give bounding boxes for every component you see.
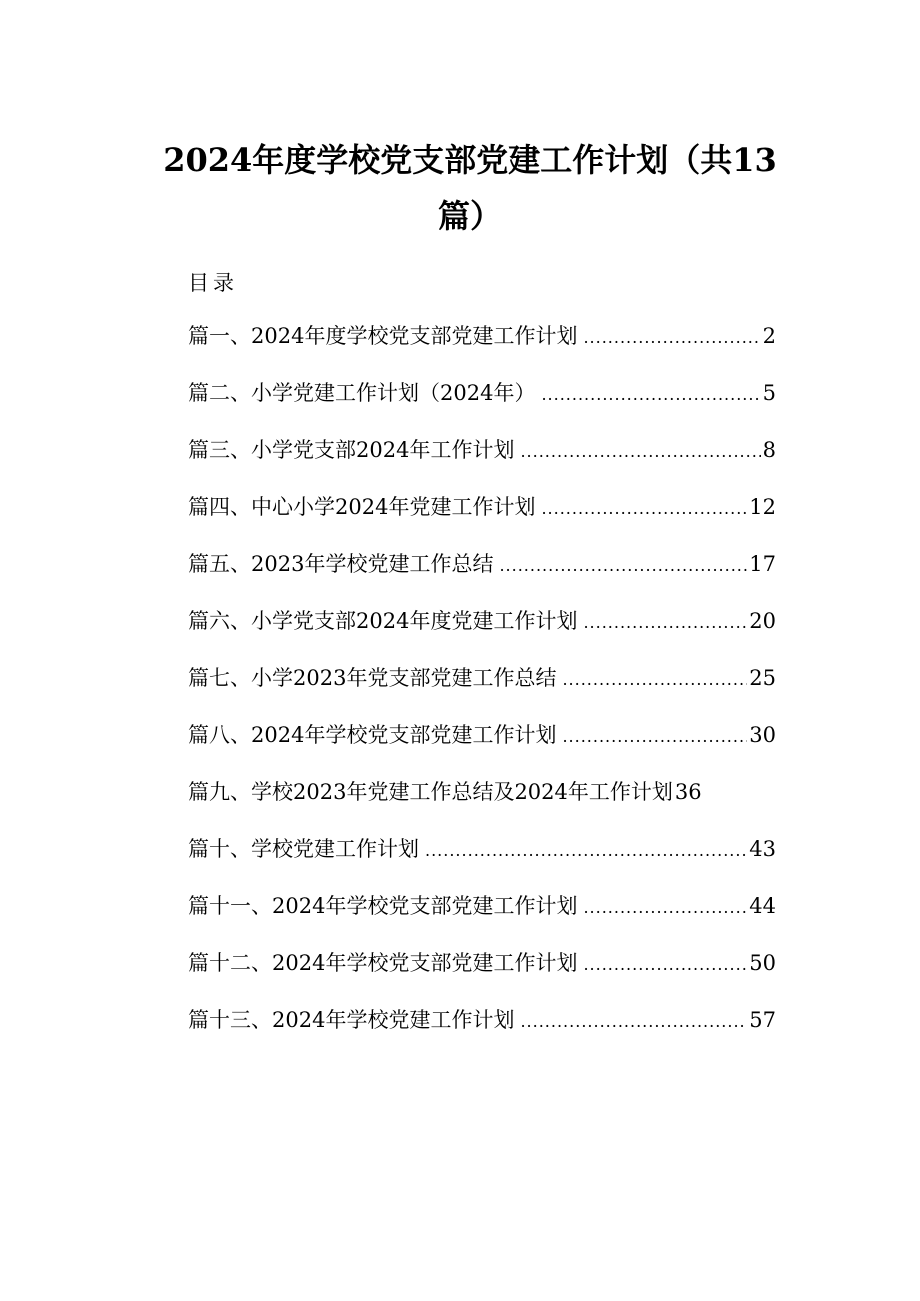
toc-leader-dots bbox=[583, 322, 760, 354]
document-title: 2024年度学校党支部党建工作计划（共13篇） bbox=[163, 141, 777, 235]
toc-entry-text: 篇七、小学2023年党支部党建工作总结 bbox=[188, 666, 557, 690]
toc-leader-dots bbox=[562, 664, 747, 696]
toc-entry-page: 17 bbox=[749, 552, 776, 576]
toc-entry[interactable] bbox=[188, 947, 776, 1004]
toc-leader-dots bbox=[583, 892, 747, 924]
toc-entry-text: 篇十二、2024年学校党支部党建工作计划 bbox=[188, 951, 578, 975]
table-of-contents bbox=[188, 320, 776, 1061]
toc-entry[interactable] bbox=[188, 434, 776, 491]
toc-entry-page: 50 bbox=[749, 951, 776, 975]
toc-entry-text: 篇十一、2024年学校党支部党建工作计划 bbox=[188, 894, 578, 918]
toc-entry-page: 43 bbox=[749, 837, 776, 861]
toc-entry[interactable] bbox=[188, 320, 776, 377]
toc-entry[interactable] bbox=[188, 833, 776, 890]
toc-entry[interactable] bbox=[188, 719, 776, 776]
toc-entry-text: 篇六、小学党支部2024年度党建工作计划 bbox=[188, 609, 578, 633]
toc-entry-text: 篇四、中心小学2024年党建工作计划 bbox=[188, 495, 536, 519]
toc-entry-page: 44 bbox=[749, 894, 776, 918]
toc-entry-page: 36 bbox=[674, 780, 702, 804]
toc-entry-page: 8 bbox=[762, 438, 776, 462]
toc-entry[interactable] bbox=[188, 890, 776, 947]
toc-entry-page: 2 bbox=[762, 324, 776, 348]
toc-entry-text: 篇三、小学党支部2024年工作计划 bbox=[188, 438, 515, 462]
toc-leader-dots bbox=[583, 949, 747, 981]
toc-entry-text: 篇五、2023年学校党建工作总结 bbox=[188, 552, 494, 576]
toc-entry-page: 30 bbox=[749, 723, 776, 747]
toc-leader-dots bbox=[520, 436, 760, 468]
toc-entry-page: 12 bbox=[749, 495, 776, 519]
toc-entry-text: 篇二、小学党建工作计划（2024年） bbox=[188, 381, 536, 405]
toc-entry-text: 篇十、学校党建工作计划 bbox=[188, 837, 419, 861]
toc-entry[interactable] bbox=[188, 1004, 776, 1061]
toc-entry[interactable] bbox=[188, 548, 776, 605]
toc-entry-page: 5 bbox=[762, 381, 776, 405]
toc-entry-page: 57 bbox=[749, 1008, 776, 1032]
toc-entry-text: 篇十三、2024年学校党建工作计划 bbox=[188, 1008, 515, 1032]
toc-entry-text: 篇八、2024年学校党支部党建工作计划 bbox=[188, 723, 557, 747]
toc-leader-dots bbox=[499, 550, 747, 582]
toc-entry[interactable] bbox=[188, 662, 776, 719]
toc-heading: 目录 bbox=[188, 271, 238, 295]
toc-leader-dots bbox=[520, 1006, 747, 1038]
toc-leader-dots bbox=[541, 493, 747, 525]
toc-entry-text: 篇一、2024年度学校党支部党建工作计划 bbox=[188, 324, 578, 348]
toc-leader-dots bbox=[541, 379, 760, 411]
toc-entry-page: 20 bbox=[749, 609, 776, 633]
toc-entry-page: 25 bbox=[749, 666, 776, 690]
toc-leader-dots bbox=[425, 835, 747, 867]
toc-leader-dots bbox=[562, 721, 747, 753]
toc-entry[interactable] bbox=[188, 605, 776, 662]
toc-entry[interactable] bbox=[188, 491, 776, 548]
toc-entry[interactable] bbox=[188, 377, 776, 434]
toc-entry-text: 篇九、学校2023年党建工作总结及2024年工作计划 bbox=[188, 780, 673, 804]
toc-entry[interactable] bbox=[188, 776, 776, 833]
toc-leader-dots bbox=[583, 607, 747, 639]
